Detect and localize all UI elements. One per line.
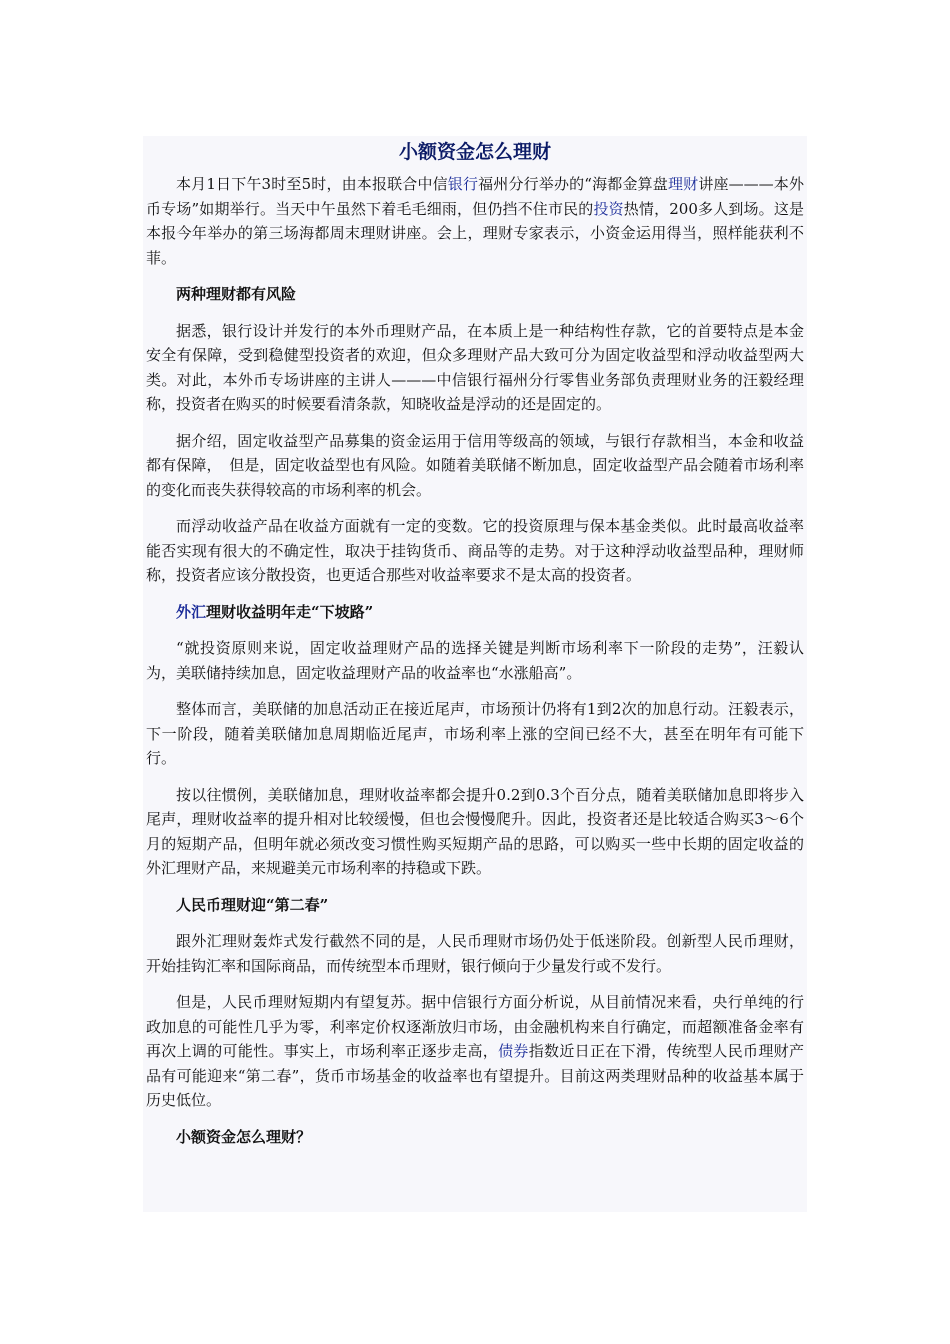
heading-text: 理财收益明年走“下坡路” xyxy=(206,602,374,621)
link-bonds[interactable]: 债券 xyxy=(498,1042,529,1060)
paragraph: 按以往惯例，美联储加息，理财收益率都会提升0.2到0.3个百分点，随着美联储加息即将步入尾声，理财收益率的提升相对比较缓慢，但也会慢慢爬升。因此，投资者还是比较适合购买3～6个月的短期产品，但明年就必须改变习惯性购买短期产品的思路，可以购买一些中长期的固定收益的外汇理财产品，来规避美元市场利率的持稳或下跌。 xyxy=(146,785,804,877)
text-segment: 热情，200多人到场。这是本报今年举办的第三场海都周末理财讲座。会上，理财专家表示，小资金运用得当，照样能获利不菲。 xyxy=(146,199,804,267)
section-heading-risk: 两种理财都有风险 xyxy=(176,285,297,303)
link-investment[interactable]: 投资 xyxy=(593,199,624,218)
link-forex[interactable]: 外汇 xyxy=(176,602,207,621)
paragraph: “就投资原则来说，固定收益理财产品的选择关键是判断市场利率下一阶段的走势”，汪毅认为，美联储持续加息，固定收益理财产品的收益率也“水涨船高”。 xyxy=(146,639,804,682)
article-title: 小额资金怎么理财 xyxy=(398,141,551,163)
section-heading-rmb: 人民币理财迎“第二春” xyxy=(176,895,329,914)
text-segment: 但是，人民币理财短期内有望复苏。据中信银行方面分析说，从目前情况来看，央行单纯的行政加息的可能性几乎为零，利率定价权逐渐放归市场，由金融机构来自行确定，而超额准备金率有再次上调的可能性。事实上，市场利率正逐步走高， xyxy=(146,993,804,1060)
paragraph: 跟外汇理财轰炸式发行截然不同的是，人民币理财市场仍处于低迷阶段。创新型人民币理财，开始挂钩汇率和国际商品，而传统型本币理财，银行倾向于少量发行或不发行。 xyxy=(146,932,804,975)
text-segment: 指数近日正在下滑，传统型人民币理财产品有可能迎来“第二春”，货币市场基金的收益率也有望提升。目前这两类理财品种的收益基本属于历史低位。 xyxy=(146,1042,804,1109)
text-segment: 讲座———本外币专场”如期举行。当天中午虽然下着毛毛细雨，但仍挡不住市民的 xyxy=(146,175,804,218)
paragraph: 据介绍，固定收益型产品募集的资金运用于信用等级高的领域，与银行存款相当，本金和收益都有保障， 但是，固定收益型也有风险。如随着美联储不断加息，固定收益型产品会随着市场利率的变化而丧失获得较高的市场利率的机会。 xyxy=(146,431,804,499)
text-segment: 本月1日下午3时至5时，由本报联合中信 xyxy=(176,175,448,193)
paragraph xyxy=(146,990,804,1113)
intro-paragraph xyxy=(146,172,804,270)
section-heading-forex xyxy=(146,600,804,625)
paragraph: 据悉，银行设计并发行的本外币理财产品，在本质上是一种结构性存款，它的首要特点是本金安全有保障，受到稳健型投资者的欢迎，但众多理财产品大致可分为固定收益型和浮动收益型两大类。对此，本外币专场讲座的主讲人———中信银行福州分行零售业务部负责理财业务的汪毅经理称，投资者在购买的时候要看清条款，知晓收益是浮动的还是固定的。 xyxy=(146,321,804,413)
article-panel xyxy=(143,136,807,1212)
paragraph: 整体而言，美联储的加息活动正在接近尾声，市场预计仍将有1到2次的加息行动。汪毅表示，下一阶段，随着美联储加息周期临近尾声，市场利率上涨的空间已经不大，甚至在明年有可能下行。 xyxy=(146,700,804,767)
paragraph: 而浮动收益产品在收益方面就有一定的变数。它的投资原理与保本基金类似。此时最高收益率能否实现有很大的不确定性，取决于挂钩货币、商品等的走势。对于这种浮动收益型品种，理财师称，投资者应该分散投资，也更适合那些对收益率要求不是太高的投资者。 xyxy=(146,517,804,584)
text-segment: 福州分行举办的“海都金算盘 xyxy=(478,175,668,193)
link-bank[interactable]: 银行 xyxy=(447,175,479,193)
link-finance[interactable]: 理财 xyxy=(667,175,699,193)
section-heading-small-funds: 小额资金怎么理财？ xyxy=(176,1127,312,1146)
